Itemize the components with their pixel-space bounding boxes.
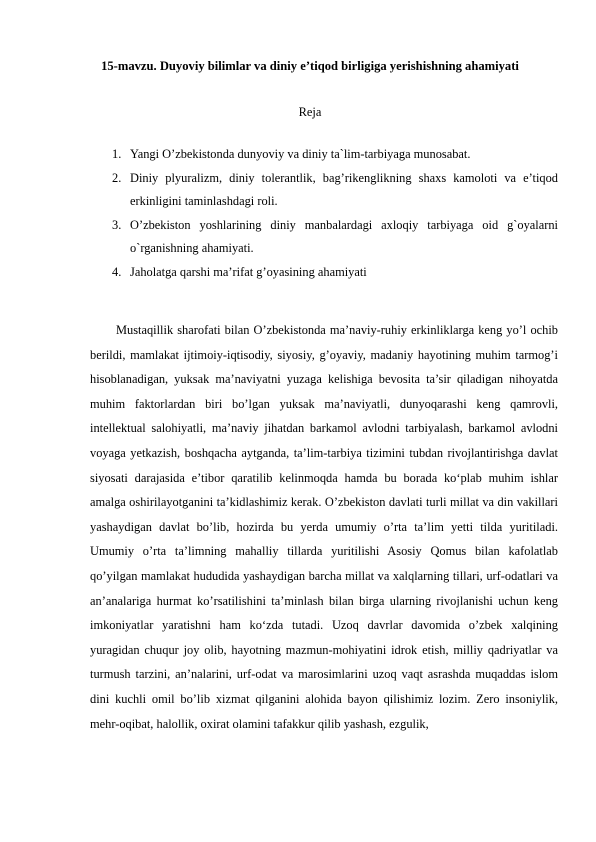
plan-item-text: Diniy plyuralizm, diniy tolerantlik, bag’rikenglikning shaxs kamoloti va e’tiqod erkinligini taminlashdagi roli.	[130, 170, 558, 208]
body-paragraph: Mustaqillik sharofati bilan O’zbekistonda ma’naviy-ruhiy erkinliklarga keng yo’l ochib berildi, mamlakat ijtimoiy-iqtisodiy, siyosiy, g’oyaviy, madaniy hayotining muhim tarmog’i hisoblanadigan, yuksak ma’naviyatni yuzaga kelishiga bevosita ta’sir qiladigan nihoyatda muhim faktorlardan biri bo’lgan yuksak ma’naviyatli, dunyoqarashi keng qamrovli, intellektual salohiyatli, ma’naviy jihatdan barkamol avlodni tarbiyalash, barkamol avlodni voyaga yetkazish, boshqacha aytganda, ta’lim-tarbiya tizimini tubdan rivojlantirishga davlat siyosati darajasida e’tibor qaratilib kelinmoqda hamda bu borada ko‘plab muhim ishlar amalga oshirilayotganini ta’kidlashimiz kerak. O’zbekiston davlati turli millat va din vakillari yashaydigan davlat bo’lib, hozirda bu yerda umumiy o’rta ta’lim yetti tilda yuritiladi. Umumiy o’rta ta’limning mahalliy tillarda yuritilishi Asosiy Qomus bilan kafolatlab qo’yilgan mamlakat hududida yashaydigan barcha millat va xalqlarning tillari, urf-odatlari va an’analariga hurmat ko’rsatilishini ta’minlash bilan birga ularning rivojlanishi uchun keng imkoniyatlar yaratishni ham ko‘zda tutadi. Uzoq davrlar davomida o’zbek xalqining yuragidan chuqur joy olib, hayotning mazmun-mohiyatini idrok etish, milliy qadriyatlar va turmush tarzini, an’nalarini, urf-odat va marosimlarini uzoq vaqt asrashda muqaddas islom dini kuchli omil bo’lib xizmat qilganini alohida bayon qilishimiz lozim. Zero insoniylik, mehr-oqibat, halollik, oxirat olamini tafakkur qilib yashash, ezgulik,	[90, 323, 558, 731]
plan-heading: Reja	[298, 105, 322, 119]
plan-item	[112, 167, 558, 214]
plan-item-number: 4.	[112, 264, 122, 279]
plan-item-number: 2.	[112, 170, 122, 185]
plan-item-text: Jaholatga qarshi ma’rifat g’oyasining ahamiyati	[130, 264, 367, 279]
plan-item-number: 1.	[112, 147, 122, 161]
plan-item-text: Yangi O’zbekistonda dunyoviy va diniy ta`lim-tarbiyaga munosabat.	[130, 147, 471, 161]
plan-item	[112, 261, 558, 285]
plan-item	[112, 214, 558, 261]
plan-item	[112, 143, 558, 167]
plan-item-number: 3.	[112, 217, 122, 232]
plan-item-text: O’zbekiston yoshlarining diniy manbalardagi axloqiy tarbiyaga oid g`oyalarni o`rganishning ahamiyati.	[130, 217, 558, 255]
document-title: 15-mavzu. Duyoviy bilimlar va diniy e’tiqod birligiga yerishishning ahamiyati	[101, 59, 519, 73]
plan-list	[112, 143, 558, 284]
